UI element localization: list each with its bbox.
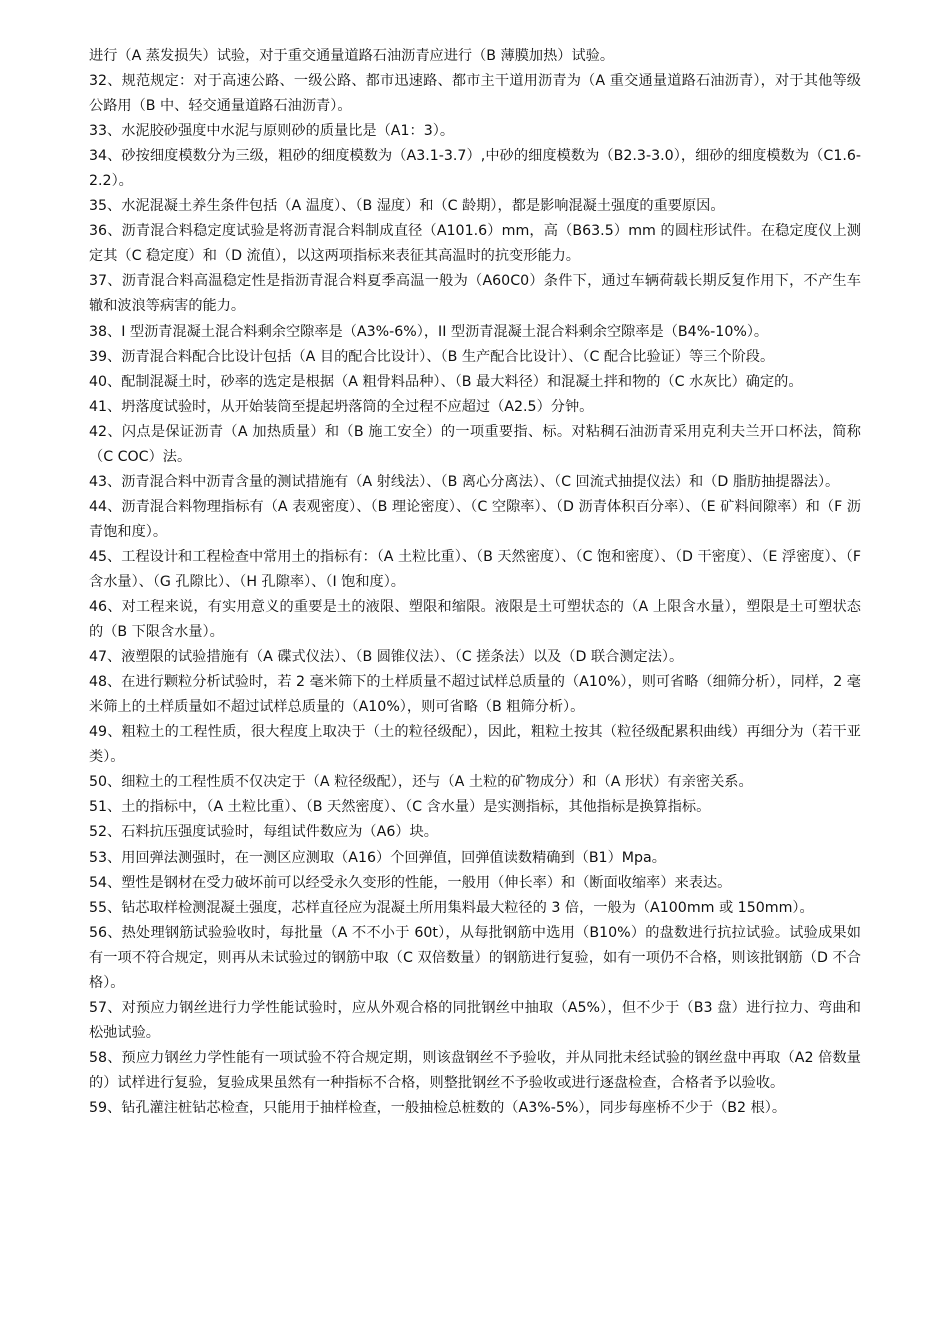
- paragraph-39: 39、沥青混合料配合比设计包括（A 目的配合比设计）、（B 生产配合比设计）、（C 配合比验证）等三个阶段。: [89, 348, 775, 365]
- paragraph-51: 51、土的指标中，（A 土粒比重）、（B 天然密度）、（C 含水量）是实测指标，其他指标是换算指标。: [89, 799, 711, 816]
- paragraph-53: 53、用回弹法测强时，在一测区应测取（A16）个回弹值，回弹值读数精确到（B1）Mpa。: [89, 849, 666, 866]
- paragraph-48: 48、在进行颗粒分析试验时，若 2 毫米筛下的土样质量不超过试样总质量的（A10%），则可省略（细筛分析），同样，2 毫米筛上的土样质量如不超过试样总质量的（A10%），则可省略（B 粗筛分析）。: [89, 674, 861, 716]
- paragraph-35: 35、水泥混凝土养生条件包括（A 温度）、（B 湿度）和（C 龄期），都是影响混凝土强度的重要原因。: [89, 198, 725, 215]
- paragraph-34: 34、砂按细度模数分为三级，粗砂的细度模数为（A3.1-3.7）,中砂的细度模数为（B2.3-3.0），细砂的细度模数为（C1.6-2.2）。: [89, 148, 861, 190]
- paragraph-55: 55、钻芯取样检测混凝土强度，芯样直径应为混凝土所用集料最大粒径的 3 倍，一般为（A100mm 或 150mm）。: [89, 899, 814, 916]
- paragraph-54: 54、塑性是钢材在受力破坏前可以经受永久变形的性能，一般用（伸长率）和（断面收缩率）来表达。: [89, 874, 732, 891]
- paragraph-59: 59、钻孔灌注桩钻芯检查，只能用于抽样检查，一般抽检总桩数的（A3%-5%），同步每座桥不少于（B2 根）。: [89, 1099, 787, 1116]
- paragraph-52: 52、石料抗压强度试验时，每组试件数应为（A6）块。: [89, 824, 438, 841]
- paragraph-38: 38、I 型沥青混凝土混合料剩余空隙率是（A3%-6%），II 型沥青混凝土混合料剩余空隙率是（B4%-10%）。: [89, 323, 769, 340]
- paragraph-33: 33、水泥胶砂强度中水泥与原则砂的质量比是（A1：3）。: [89, 123, 455, 140]
- paragraph-32: 32、规范规定：对于高速公路、一级公路、都市迅速路、都市主干道用沥青为（A 重交通量道路石油沥青），对于其他等级公路用（B 中、轻交通量道路石油沥青）。: [89, 73, 861, 115]
- paragraph-43: 43、沥青混合料中沥青含量的测试措施有（A 射线法）、（B 离心分离法）、（C 回流式抽提仪法）和（D 脂肪抽提器法）。: [89, 473, 840, 490]
- paragraph-40: 40、配制混凝土时，砂率的选定是根据（A 粗骨料品种）、（B 最大料径）和混凝土拌和物的（C 水灰比）确定的。: [89, 373, 803, 390]
- paragraph-37: 37、沥青混合料高温稳定性是指沥青混合料夏季高温一般为（A60C0）条件下，通过车辆荷载长期反复作用下，不产生车辙和波浪等病害的能力。: [89, 273, 861, 315]
- paragraph-56: 56、热处理钢筋试验验收时，每批量（A 不不小于 60t），从每批钢筋中选用（B10%）的盘数进行抗拉试验。试验成果如有一项不符合规定，则再从未试验过的钢筋中取（C 双倍数量）的钢筋进行复验，如有一项仍不合格，则该批钢筋（D 不合格）。: [89, 924, 861, 991]
- paragraph-49: 49、粗粒土的工程性质，很大程度上取决于（土的粒径级配），因此，粗粒土按其（粒径级配累积曲线）再细分为（若干亚类）。: [89, 724, 861, 766]
- paragraph-46: 46、对工程来说，有实用意义的重要是土的液限、塑限和缩限。液限是土可塑状态的（A 上限含水量），塑限是土可塑状态的（B 下限含水量）。: [89, 599, 861, 641]
- paragraph-44: 44、沥青混合料物理指标有（A 表观密度）、（B 理论密度）、（C 空隙率）、（D 沥青体积百分率）、（E 矿料间隙率）和（F 沥青饱和度）。: [89, 498, 861, 540]
- paragraph-31-continued: 进行（A 蒸发损失）试验，对于重交通量道路石油沥青应进行（B 薄膜加热）试验。: [89, 48, 615, 64]
- paragraph-47: 47、液塑限的试验措施有（A 碟式仪法）、（B 圆锥仪法）、（C 搓条法）以及（D 联合测定法）。: [89, 649, 684, 666]
- paragraph-58: 58、预应力钢丝力学性能有一项试验不符合规定期，则该盘钢丝不予验收，并从同批未经试验的钢丝盘中再取（A2 倍数量的）试样进行复验，复验成果虽然有一种指标不合格，则整批钢丝不予验收或进行逐盘检查，合格者予以验收。: [89, 1049, 861, 1091]
- paragraph-36: 36、沥青混合料稳定度试验是将沥青混合料制成直径（A101.6）mm，高（B63.5）mm 的圆柱形试件。在稳定度仪上测定其（C 稳定度）和（D 流值），以这两项指标来表征其高温时的抗变形能力。: [89, 223, 861, 265]
- paragraph-42: 42、闪点是保证沥青（A 加热质量）和（B 施工安全）的一项重要指、标。对粘稠石油沥青采用克利夫兰开口杯法，简称（C COC）法。: [89, 423, 861, 465]
- document-page: [89, 44, 861, 1121]
- paragraph-45: 45、工程设计和工程检查中常用土的指标有：（A 土粒比重）、（B 天然密度）、（C 饱和密度）、（D 干密度）、（E 浮密度）、（F 含水量）、（G 孔隙比）、（H 孔隙率）、（I 饱和度）。: [89, 548, 861, 590]
- paragraph-50: 50、细粒土的工程性质不仅决定于（A 粒径级配），还与（A 土粒的矿物成分）和（A 形状）有亲密关系。: [89, 774, 753, 791]
- paragraph-41: 41、坍落度试验时，从开始装筒至提起坍落筒的全过程不应超过（A2.5）分钟。: [89, 398, 594, 415]
- paragraph-57: 57、对预应力钢丝进行力学性能试验时，应从外观合格的同批钢丝中抽取（A5%），但不少于（B3 盘）进行拉力、弯曲和松弛试验。: [89, 999, 861, 1041]
